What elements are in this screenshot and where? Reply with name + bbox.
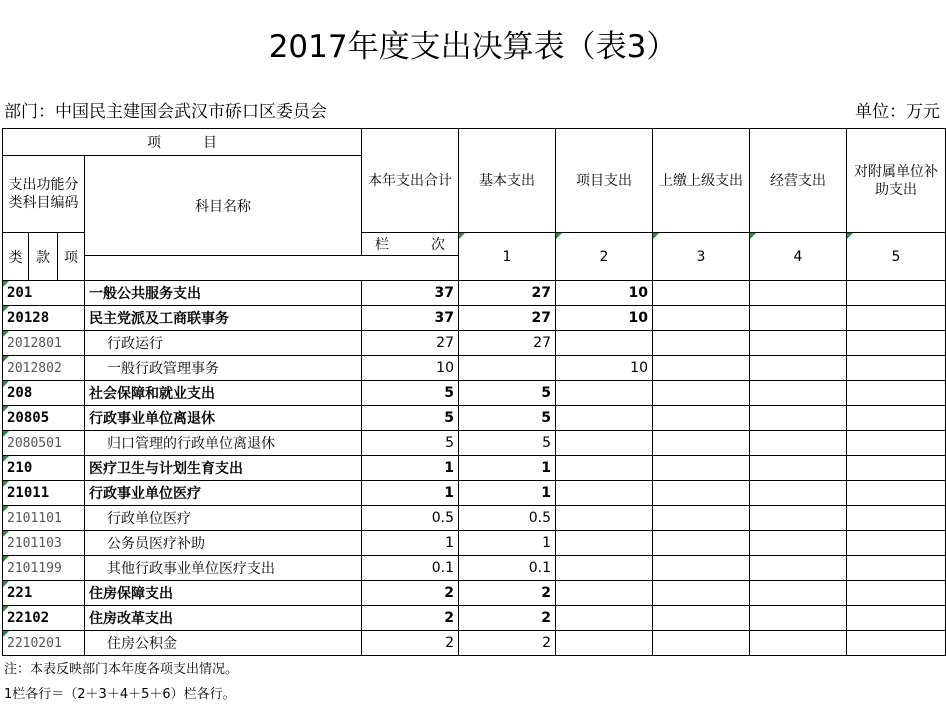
header-lanci: 栏 次	[362, 233, 459, 256]
value-col-5	[750, 631, 847, 656]
table-row	[3, 456, 946, 481]
value-col-1: 27	[362, 331, 459, 356]
value-col-1: 1	[362, 456, 459, 481]
subject-name: 归口管理的行政单位离退休	[85, 431, 362, 456]
subject-code: 221	[3, 581, 85, 606]
value-col-2: 2	[459, 606, 556, 631]
value-col-1: 1	[362, 531, 459, 556]
subject-code: 20805	[3, 406, 85, 431]
value-col-3	[556, 506, 653, 531]
subject-code: 2101199	[3, 556, 85, 581]
value-col-4	[653, 431, 750, 456]
value-col-5	[750, 456, 847, 481]
subject-name: 一般公共服务支出	[85, 281, 362, 306]
value-col-4	[653, 331, 750, 356]
table-row	[3, 306, 946, 331]
subject-name: 行政事业单位离退休	[85, 406, 362, 431]
subject-name: 公务员医疗补助	[85, 531, 362, 556]
value-col-2: 27	[459, 331, 556, 356]
value-col-1: 2	[362, 631, 459, 656]
value-col-6	[847, 506, 946, 531]
value-col-3	[556, 456, 653, 481]
value-col-2: 0.1	[459, 556, 556, 581]
value-col-2: 5	[459, 381, 556, 406]
value-col-6	[847, 481, 946, 506]
value-col-1: 5	[362, 381, 459, 406]
department-label: 部门：中国民主建国会武汉市硚口区委员会	[4, 102, 327, 122]
value-col-6	[847, 356, 946, 381]
value-col-4	[653, 631, 750, 656]
value-col-3	[556, 406, 653, 431]
unit-label: 单位：万元	[855, 102, 940, 122]
total-code-cell	[85, 256, 556, 281]
subject-name: 行政运行	[85, 331, 362, 356]
value-col-3: 10	[556, 306, 653, 331]
footnote-1: 注：本表反映部门本年度各项支出情况。	[4, 662, 239, 677]
value-col-6	[847, 606, 946, 631]
value-col-6	[847, 431, 946, 456]
value-col-2: 2	[459, 631, 556, 656]
value-col-3	[556, 581, 653, 606]
value-col-6	[847, 531, 946, 556]
value-col-3	[556, 381, 653, 406]
value-col-6	[847, 381, 946, 406]
table-row	[3, 356, 946, 381]
table-row	[3, 631, 946, 656]
value-col-2: 27	[459, 281, 556, 306]
subject-code: 22102	[3, 606, 85, 631]
value-col-2: 2	[459, 581, 556, 606]
value-col-4	[653, 406, 750, 431]
value-col-2	[459, 356, 556, 381]
subject-name: 行政单位医疗	[85, 506, 362, 531]
value-col-3	[556, 431, 653, 456]
header-kuan: 款	[29, 233, 58, 281]
column-number-3: 3	[653, 233, 750, 281]
value-col-5	[750, 381, 847, 406]
value-col-1: 37	[362, 281, 459, 306]
value-col-6	[847, 581, 946, 606]
value-col-2: 1	[459, 456, 556, 481]
subject-code: 2210201	[3, 631, 85, 656]
value-col-4	[653, 306, 750, 331]
value-col-4	[653, 606, 750, 631]
subject-code: 208	[3, 381, 85, 406]
subject-code: 2101101	[3, 506, 85, 531]
value-col-2: 1	[459, 531, 556, 556]
value-col-5	[750, 306, 847, 331]
table-row	[3, 406, 946, 431]
value-col-6	[847, 281, 946, 306]
value-col-5	[750, 606, 847, 631]
subject-name: 住房公积金	[85, 631, 362, 656]
value-col-4	[653, 556, 750, 581]
value-col-5	[750, 281, 847, 306]
value-col-5	[750, 556, 847, 581]
table-row	[3, 581, 946, 606]
value-col-5	[750, 531, 847, 556]
header-col-upper: 上缴上级支出	[653, 129, 750, 233]
value-col-2: 5	[459, 406, 556, 431]
value-col-3	[556, 331, 653, 356]
value-col-5	[750, 356, 847, 381]
value-col-1: 10	[362, 356, 459, 381]
subject-code: 201	[3, 281, 85, 306]
value-col-3	[556, 606, 653, 631]
value-col-1: 2	[362, 581, 459, 606]
value-col-5	[750, 481, 847, 506]
subject-code: 2080501	[3, 431, 85, 456]
value-col-3	[556, 631, 653, 656]
value-col-6	[847, 456, 946, 481]
value-col-6	[847, 331, 946, 356]
table-row	[3, 531, 946, 556]
header-col-basic: 基本支出	[459, 129, 556, 233]
value-col-5	[750, 406, 847, 431]
table-row	[3, 381, 946, 406]
subject-name: 住房改革支出	[85, 606, 362, 631]
header-code-group: 支出功能分类科目编码	[3, 156, 85, 233]
value-col-1: 1	[362, 481, 459, 506]
value-col-6	[847, 631, 946, 656]
column-number-1: 1	[459, 233, 556, 281]
subject-code: 20128	[3, 306, 85, 331]
subject-code: 2012802	[3, 356, 85, 381]
column-number-2: 2	[556, 233, 653, 281]
value-col-4	[653, 281, 750, 306]
subject-name: 医疗卫生与计划生育支出	[85, 456, 362, 481]
table-row	[3, 606, 946, 631]
value-col-1: 2	[362, 606, 459, 631]
value-col-4	[653, 481, 750, 506]
table-row	[3, 281, 946, 306]
value-col-1: 5	[362, 406, 459, 431]
value-col-6	[847, 556, 946, 581]
subject-name: 一般行政管理事务	[85, 356, 362, 381]
value-col-5	[750, 581, 847, 606]
subject-code: 2101103	[3, 531, 85, 556]
value-col-2: 1	[459, 481, 556, 506]
value-col-1: 37	[362, 306, 459, 331]
value-col-3	[556, 556, 653, 581]
value-col-2: 0.5	[459, 506, 556, 531]
value-col-3: 10	[556, 356, 653, 381]
subject-name: 住房保障支出	[85, 581, 362, 606]
header-lei: 类	[3, 233, 29, 281]
value-col-5	[750, 331, 847, 356]
value-col-4	[653, 356, 750, 381]
subject-code: 2012801	[3, 331, 85, 356]
table-row	[3, 506, 946, 531]
value-col-4	[653, 506, 750, 531]
expenditure-table	[2, 128, 946, 656]
subject-code: 21011	[3, 481, 85, 506]
header-col-total: 本年支出合计	[362, 129, 459, 233]
table-row	[3, 556, 946, 581]
page-title: 2017年度支出决算表（表3）	[268, 29, 678, 65]
value-col-5	[750, 431, 847, 456]
value-col-3: 10	[556, 281, 653, 306]
table-row	[3, 331, 946, 356]
value-col-5	[750, 506, 847, 531]
header-col-business: 经营支出	[750, 129, 847, 233]
header-xiang: 项	[58, 233, 85, 281]
value-col-1: 0.1	[362, 556, 459, 581]
value-col-1: 0.5	[362, 506, 459, 531]
header-subject-name: 科目名称	[85, 156, 362, 256]
column-number-4: 4	[750, 233, 847, 281]
value-col-4	[653, 381, 750, 406]
value-col-2: 5	[459, 431, 556, 456]
value-col-4	[653, 456, 750, 481]
subject-name: 民主党派及工商联事务	[85, 306, 362, 331]
subject-name: 行政事业单位医疗	[85, 481, 362, 506]
value-col-6	[847, 306, 946, 331]
subject-name: 社会保障和就业支出	[85, 381, 362, 406]
value-col-1: 5	[362, 431, 459, 456]
value-col-3	[556, 481, 653, 506]
subject-code: 210	[3, 456, 85, 481]
value-col-4	[653, 531, 750, 556]
table-row	[3, 481, 946, 506]
header-item: 项 目	[3, 129, 362, 156]
value-col-2: 27	[459, 306, 556, 331]
column-number-5: 5	[847, 233, 946, 281]
value-col-4	[653, 581, 750, 606]
value-col-6	[847, 406, 946, 431]
header-col-project: 项目支出	[556, 129, 653, 233]
table-row	[3, 431, 946, 456]
value-col-3	[556, 531, 653, 556]
footnote-2: 1栏各行＝（2＋3＋4＋5＋6）栏各行。	[4, 687, 236, 702]
subject-name: 其他行政事业单位医疗支出	[85, 556, 362, 581]
header-col-subsidy: 对附属单位补助支出	[847, 129, 946, 233]
